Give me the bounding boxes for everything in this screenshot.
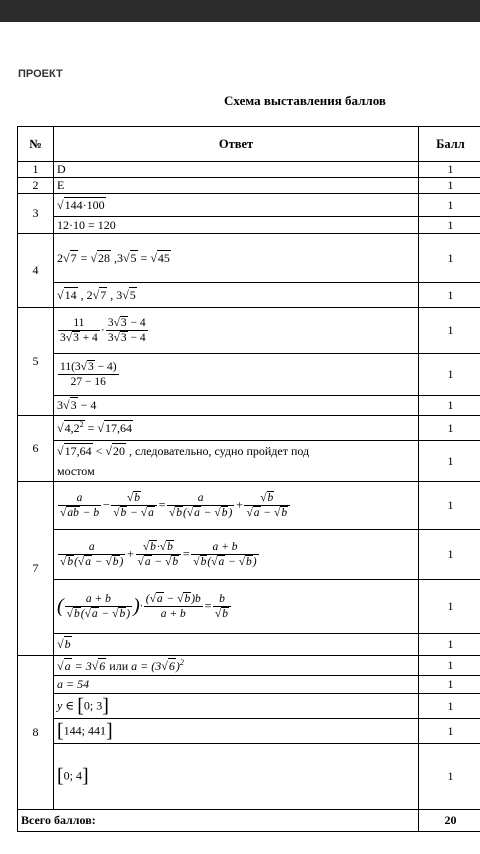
- score-cell: 1: [419, 162, 480, 178]
- score-cell: 1: [419, 416, 480, 441]
- table-row: [18, 416, 480, 441]
- total-label: Всего баллов:: [18, 810, 419, 832]
- score-cell: 1: [419, 656, 480, 676]
- answer-cell: $\frac{11}{3√3 + 4}$ · $\frac{3√3 - 4}{3√3 - 4}$: [54, 308, 419, 354]
- table-row: [18, 676, 480, 694]
- row-num: 3: [18, 194, 54, 234]
- score-cell: 1: [419, 676, 480, 694]
- row-num: 8: [18, 656, 54, 810]
- answer-cell: ( $\frac{a + b}{√b(√a - √b)}$ )· $\frac{(√a - √b)b}{a + b}$ = $\frac{b}{√b}$: [54, 580, 419, 634]
- top-bar: [0, 0, 480, 22]
- row-num: 1: [18, 162, 54, 178]
- table-row: [18, 234, 480, 283]
- answer-cell: $√4,2^2 = √17,64$: [54, 416, 419, 441]
- col-num: №: [18, 127, 54, 162]
- row-num: 5: [18, 308, 54, 416]
- score-cell: 1: [419, 283, 480, 308]
- score-cell: 1: [419, 354, 480, 396]
- table-row: [18, 194, 480, 217]
- score-cell: 1: [419, 396, 480, 416]
- score-cell: 1: [419, 482, 480, 530]
- table-row: [18, 634, 480, 656]
- answer-cell: √14 , 2√7 , 3√5: [54, 283, 419, 308]
- table-row: [18, 283, 480, 308]
- score-cell: 1: [419, 308, 480, 354]
- score-cell: 1: [419, 194, 480, 217]
- answer-cell: $\frac{11(3√3 - 4)}{27 - 16}$: [54, 354, 419, 396]
- table-row: [18, 308, 480, 354]
- score-cell: 1: [419, 441, 480, 482]
- answer-cell: $\frac{a}{√ab - b}$ − $\frac{√b}{√b - √a}$ = $\frac{a}{√b(√a - √b)}$ + $\frac{√b}{√a - √b}$: [54, 482, 419, 530]
- score-cell: 1: [419, 719, 480, 744]
- table-row: [18, 580, 480, 634]
- answer-cell: $\frac{a}{√b(√a - √b)}$ + $\frac{√b\cdot√b}{√a - √b}$ = $\frac{a + b}{√b(√a - √b)}$: [54, 530, 419, 580]
- row-num: 4: [18, 234, 54, 308]
- total-row: [18, 810, 480, 832]
- table-row: [18, 530, 480, 580]
- score-cell: 1: [419, 580, 480, 634]
- table-row: [18, 482, 480, 530]
- table-row: [18, 354, 480, 396]
- answer-cell: 3√3 − 4: [54, 396, 419, 416]
- table-row: [18, 178, 480, 194]
- table-row: [18, 217, 480, 234]
- answer-cell: y ∈ [0; 3]: [54, 694, 419, 719]
- row-num: 7: [18, 482, 54, 656]
- project-label: ПРОЕКТ: [18, 68, 63, 80]
- table-header: [18, 127, 480, 162]
- table-row: [18, 694, 480, 719]
- answer-cell: E: [54, 178, 419, 194]
- score-cell: 1: [419, 234, 480, 283]
- answer-cell: √144·100: [54, 194, 419, 217]
- table-row: [18, 441, 480, 482]
- answer-cell: [144; 441]: [54, 719, 419, 744]
- score-cell: 1: [419, 217, 480, 234]
- row-num: 6: [18, 416, 54, 482]
- score-table: [17, 126, 480, 832]
- answer-cell: D: [54, 162, 419, 178]
- score-cell: 1: [419, 694, 480, 719]
- score-cell: 1: [419, 178, 480, 194]
- table-row: [18, 162, 480, 178]
- answer-cell: 2√7 = √28 ,3√5 = √45: [54, 234, 419, 283]
- score-cell: 1: [419, 744, 480, 810]
- score-cell: 1: [419, 634, 480, 656]
- answer-cell: 12·10 = 120: [54, 217, 419, 234]
- answer-cell: [0; 4]: [54, 744, 419, 810]
- col-answer: Ответ: [54, 127, 419, 162]
- answer-cell: √17,64 < √20 , следовательно, судно пройдет под мостом: [54, 441, 419, 482]
- page-title: Схема выставления баллов: [224, 93, 386, 108]
- row-num: 2: [18, 178, 54, 194]
- table-row: [18, 744, 480, 810]
- answer-cell: √a = 3√6 или $a = (3√6)^2$: [54, 656, 419, 676]
- table-row: [18, 396, 480, 416]
- table-row: [18, 719, 480, 744]
- answer-cell: √b: [54, 634, 419, 656]
- col-score: Балл: [419, 127, 480, 162]
- score-cell: 1: [419, 530, 480, 580]
- total-value: 20: [419, 810, 480, 832]
- table-row: [18, 656, 480, 676]
- answer-cell: a = 54: [54, 676, 419, 694]
